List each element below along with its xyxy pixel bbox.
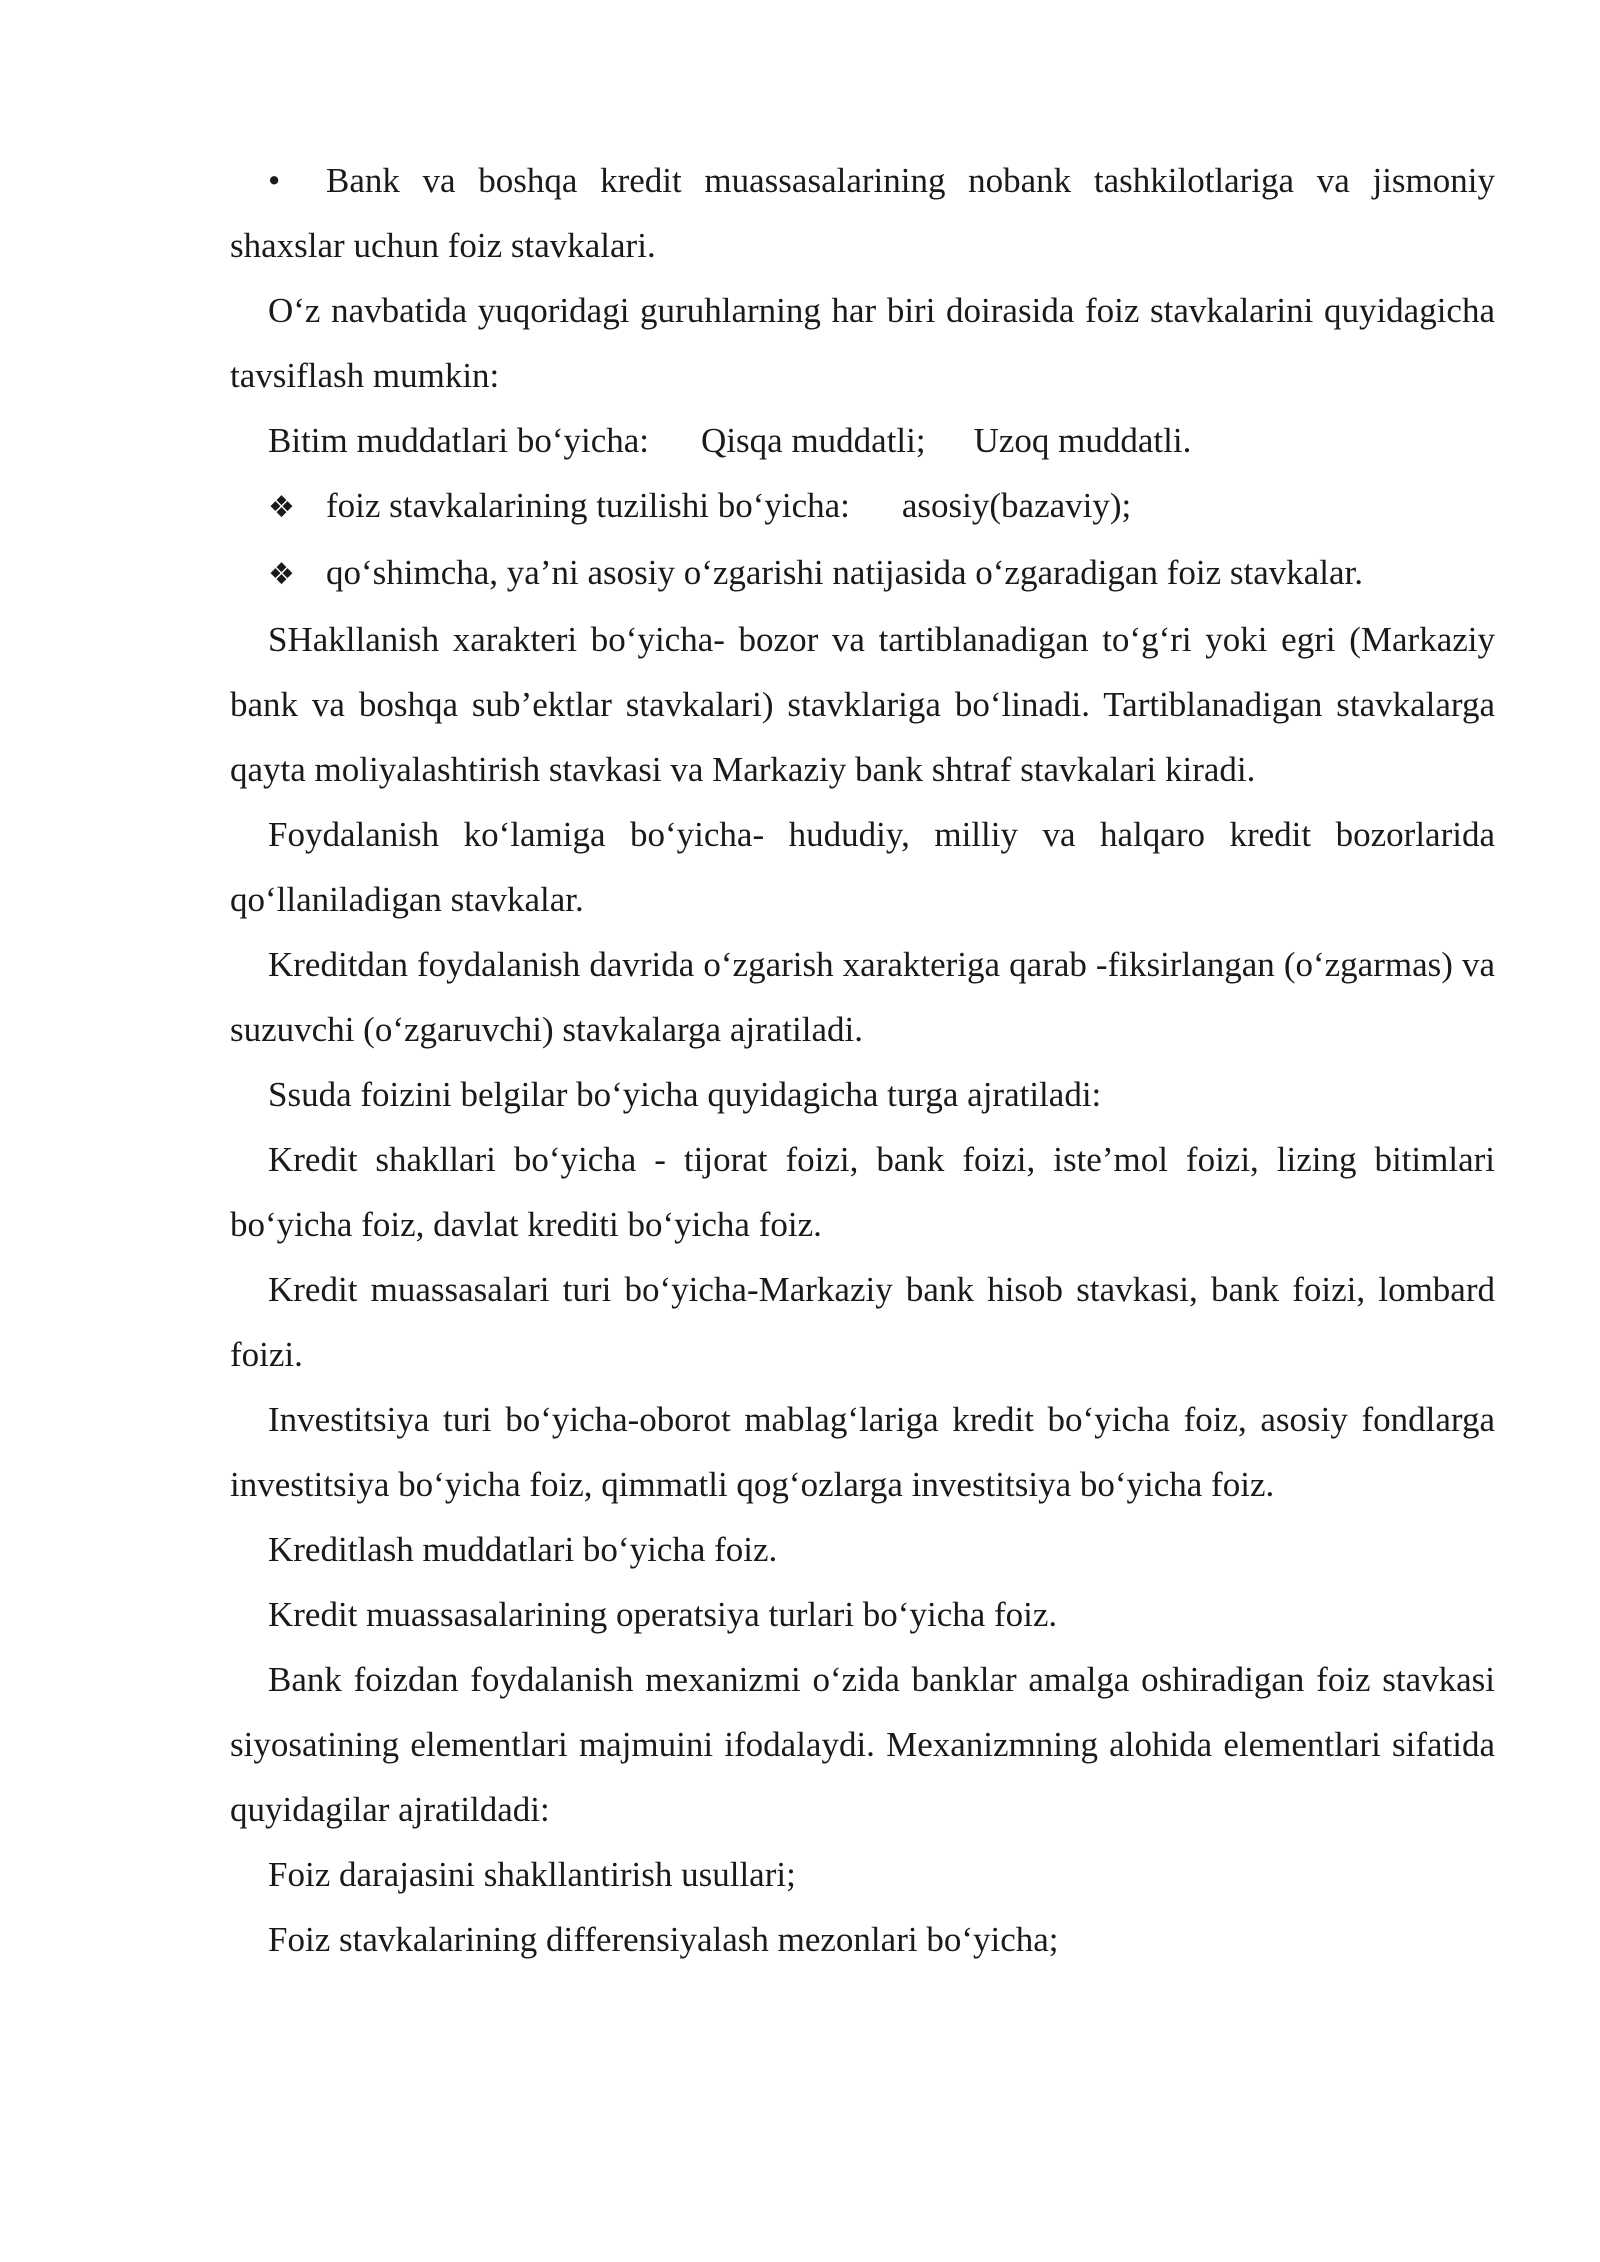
paragraph-fixed-floating: Kreditdan foydalanish davrida o‘zgarish xarakteriga qarab -fiksirlangan (o‘zgarmas) va suzuvchi (o‘zgaruvchi) stavkalarga ajratiladi. — [230, 945, 1495, 1049]
diamond-bullet-icon: ❖ — [268, 557, 295, 592]
additional-text: qo‘shimcha, ya’ni asosiy o‘zgarishi natijasida o‘zgaradigan foiz stavkalar. — [326, 553, 1364, 592]
term-label: Bitim muddatlari bo‘yicha: — [268, 421, 650, 460]
paragraph-lending-terms: Kreditlash muddatlari bo‘yicha foiz. — [268, 1530, 778, 1569]
paragraph-groups-intro: O‘z navbatida yuqoridagi guruhlarning har biri doirasida foiz stavkalarini quyidagicha tavsiflash mumkin: — [230, 291, 1495, 395]
paragraph-investment-types: Investitsiya turi bo‘yicha-oborot mablag‘lariga kredit bo‘yicha foiz, asosiy fondlarga investitsiya bo‘yicha foiz, qimmatli qog‘ozlarga investitsiya bo‘yicha foiz. — [230, 1400, 1495, 1504]
structure-label: foiz stavkalarining tuzilishi bo‘yicha: — [326, 486, 850, 525]
document-page — [230, 148, 1495, 1972]
paragraph-formation-methods: Foiz darajasini shakllantirish usullari; — [268, 1855, 796, 1894]
diamond-item-structure — [230, 473, 1495, 540]
paragraph-operation-types: Kredit muassasalarining operatsiya turlari bo‘yicha foiz. — [268, 1595, 1058, 1634]
paragraph-formation: SHakllanish xarakteri bo‘yicha- bozor va tartiblanadigan to‘g‘ri yoki egri (Markaziy bank va boshqa sub’ektlar stavkalari) stavklariga bo‘linadi. Tartiblanadigan stavkalarga qayta moliyalashtirish stavkasi va Markaziy bank shtraf stavkalari kiradi. — [230, 620, 1495, 789]
paragraph-scope: Foydalanish ko‘lamiga bo‘yicha- hududiy, milliy va halqaro kredit bozorlarida qo‘llaniladigan stavkalar. — [230, 815, 1495, 919]
bullet-paragraph-bank-rates — [230, 148, 1495, 278]
paragraph-institution-types: Kredit muassasalari turi bo‘yicha-Markaziy bank hisob stavkasi, bank foizi, lombard foizi. — [230, 1270, 1495, 1374]
structure-base: asosiy(bazaviy); — [901, 486, 1132, 525]
diamond-item-additional — [230, 540, 1495, 607]
paragraph-loan-interest: Ssuda foizini belgilar bo‘yicha quyidagicha turga ajratiladi: — [268, 1075, 1102, 1114]
diamond-bullet-icon: ❖ — [268, 490, 295, 525]
paragraph-term-types — [230, 408, 1495, 473]
bullet-dot-icon: • — [268, 161, 281, 200]
term-long: Uzoq muddatli. — [973, 421, 1192, 460]
paragraph-text: Bank va boshqa kredit muassasalarining nobank tashkilotlariga va jismoniy shaxslar uchun foiz stavkalari. — [230, 161, 1495, 265]
term-short: Qisqa muddatli; — [701, 421, 926, 460]
paragraph-differentiation: Foiz stavkalarining differensiyalash mezonlari bo‘yicha; — [268, 1920, 1059, 1959]
paragraph-mechanism: Bank foizdan foydalanish mexanizmi o‘zida banklar amalga oshiradigan foiz stavkasi siyosatining elementlari majmuini ifodalaydi. Mexanizmning alohida elementlari sifatida quyidagilar ajratildadi: — [230, 1660, 1495, 1829]
paragraph-credit-forms: Kredit shakllari bo‘yicha - tijorat foizi, bank foizi, iste’mol foizi, lizing bitimlari bo‘yicha foiz, davlat krediti bo‘yicha foiz. — [230, 1140, 1495, 1244]
